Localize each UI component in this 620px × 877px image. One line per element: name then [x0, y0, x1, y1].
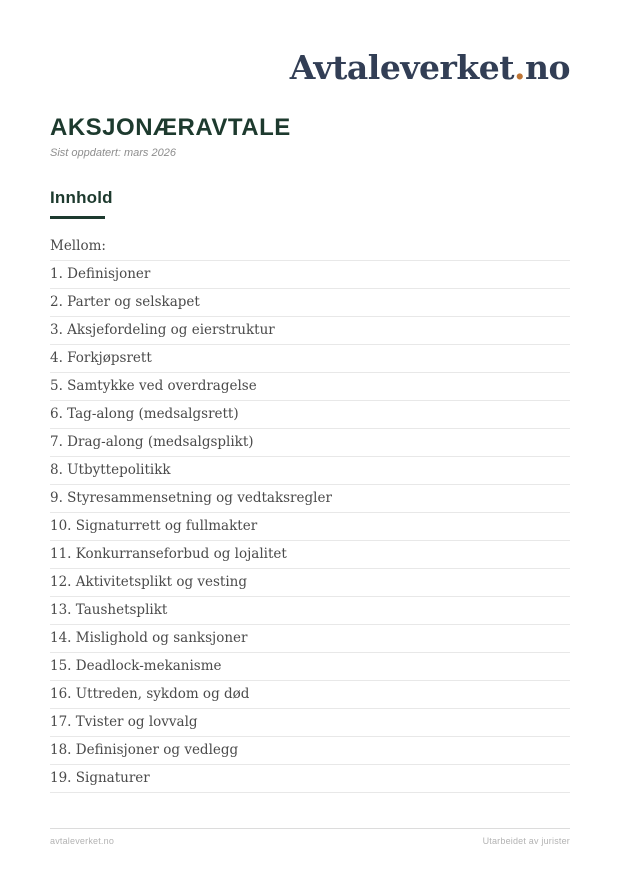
- page-title: AKSJONÆRAVTALE: [50, 114, 291, 141]
- heading-underline: [50, 216, 105, 219]
- toc-item-14: 14. Mislighold og sanksjoner: [50, 625, 570, 653]
- brand-logo-dot: .: [513, 48, 525, 87]
- toc-item-19: 19. Signaturer: [50, 765, 570, 793]
- brand-logo-text: Avtaleverket: [289, 48, 514, 87]
- page-footer: [50, 828, 570, 847]
- toc-item-15: 15. Deadlock-mekanisme: [50, 653, 570, 681]
- toc-intro-row: Mellom:: [50, 233, 570, 261]
- toc-item-8: 8. Utbyttepolitikk: [50, 457, 570, 485]
- toc-item-13: 13. Taushetsplikt: [50, 597, 570, 625]
- toc-item-3: 3. Aksjefordeling og eierstruktur: [50, 317, 570, 345]
- last-updated-text: Sist oppdatert: mars 2026: [50, 147, 176, 159]
- toc-item-16: 16. Uttreden, sykdom og død: [50, 681, 570, 709]
- footer-credit-text: Utarbeidet av jurister: [482, 836, 570, 846]
- brand-logo[interactable]: [290, 50, 570, 86]
- toc-item-18: 18. Definisjoner og vedlegg: [50, 737, 570, 765]
- toc-item-7: 7. Drag-along (medsalgsplikt): [50, 429, 570, 457]
- toc-item-11: 11. Konkurranseforbud og lojalitet: [50, 541, 570, 569]
- toc-item-10: 10. Signaturrett og fullmakter: [50, 513, 570, 541]
- toc-item-1: 1. Definisjoner: [50, 261, 570, 289]
- toc-item-9: 9. Styresammensetning og vedtaksregler: [50, 485, 570, 513]
- toc-heading: Innhold: [50, 188, 113, 207]
- toc-item-4: 4. Forkjøpsrett: [50, 345, 570, 373]
- toc-item-6: 6. Tag-along (medsalgsrett): [50, 401, 570, 429]
- toc-item-17: 17. Tvister og lovvalg: [50, 709, 570, 737]
- footer-site-text: avtaleverket.no: [50, 836, 115, 846]
- page-header: [50, 50, 570, 86]
- brand-logo-tld: no: [524, 48, 570, 87]
- toc-item-5: 5. Samtykke ved overdragelse: [50, 373, 570, 401]
- toc-list: [50, 233, 570, 793]
- toc-item-12: 12. Aktivitetsplikt og vesting: [50, 569, 570, 597]
- toc-item-2: 2. Parter og selskapet: [50, 289, 570, 317]
